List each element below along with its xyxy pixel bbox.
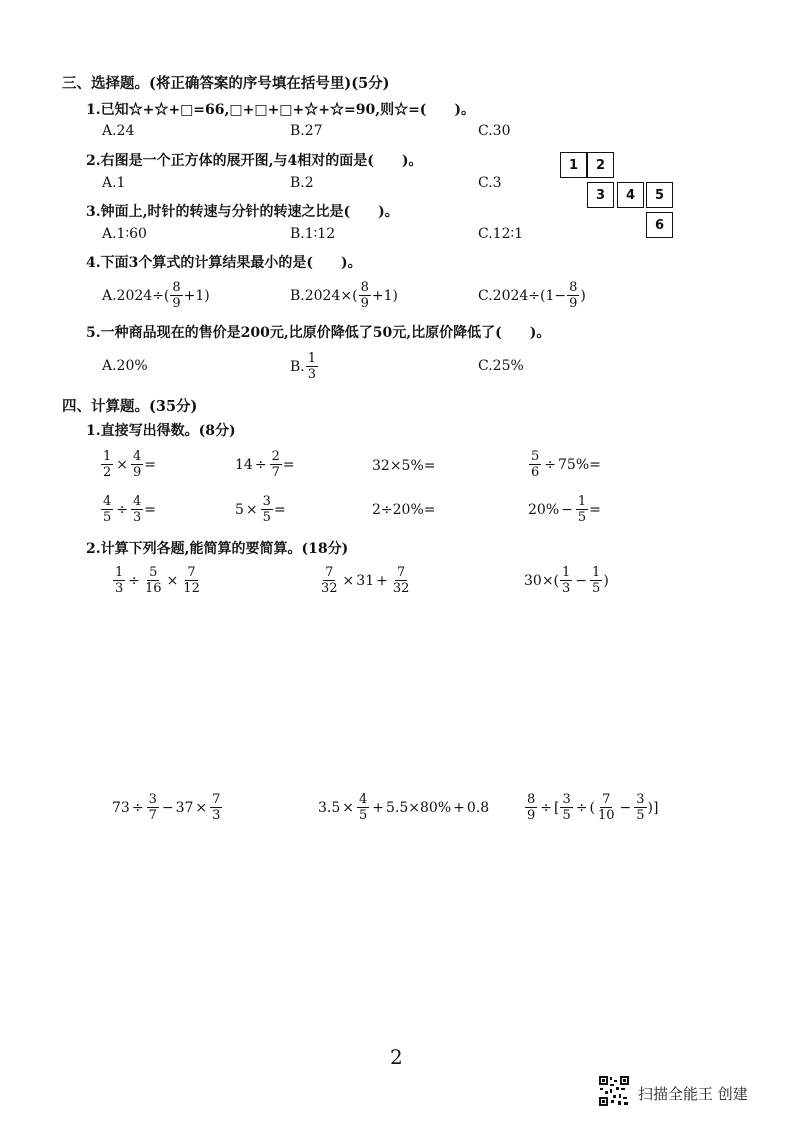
q1-option-c: C.30 xyxy=(478,123,511,139)
qr-code-icon xyxy=(598,1075,630,1107)
q4-stem: 4.下面3个算式的计算结果最小的是( )。 xyxy=(86,255,362,271)
net-cell: 1 xyxy=(560,152,587,178)
net-cell: 3 xyxy=(587,182,614,208)
q2-option-a: A.1 xyxy=(102,175,126,191)
direct-calc-item: 32×5% = xyxy=(372,458,436,474)
direct-calc-item: 5 × $\frac{3}{5}$ = xyxy=(235,494,286,525)
q1-option-b: B.27 xyxy=(290,123,323,139)
q3-option-c: C.12∶1 xyxy=(478,226,524,242)
q2-stem: 2.右图是一个正方体的展开图,与4相对的面是( )。 xyxy=(86,153,423,169)
q2-option-b: B.2 xyxy=(290,175,314,191)
section-title-choice: 三、选择题。(将正确答案的序号填在括号里)(5分) xyxy=(62,75,390,92)
calc-part1-title: 1.直接写出得数。(8分) xyxy=(86,423,236,439)
q3-stem: 3.钟面上,时针的转速与分针的转速之比是( )。 xyxy=(86,204,399,220)
q2-option-c: C.3 xyxy=(478,175,502,191)
simplify-calc-item: 3.5 × $\frac{4}{5}$ + 5.5×80% + 0.8 xyxy=(318,792,490,823)
q3-option-a: A.1∶60 xyxy=(102,226,147,242)
q4-option-b: B.2024×( 8 9 +1) xyxy=(290,280,398,311)
direct-calc-item: $\frac{4}{5}$ ÷ $\frac{4}{3}$ = xyxy=(103,494,157,525)
q1-stem: 1.已知☆+☆+□=66,□+□+□+☆+☆=90,则☆=( )。 xyxy=(86,102,476,118)
direct-calc-item: $\frac{5}{6}$ ÷ 75% = xyxy=(531,449,601,480)
simplify-calc-item: 73 ÷ $\frac{3}{7}$ − 37 × $\frac{7}{3}$ xyxy=(112,792,221,823)
net-cell: 5 xyxy=(646,182,673,208)
simplify-calc-item: $\frac{7}{32}$ × 31 + $\frac{7}{32}$ xyxy=(321,565,410,596)
page-number: 2 xyxy=(390,1045,403,1069)
direct-calc-item: 14 ÷ $\frac{2}{7}$ = xyxy=(235,449,295,480)
q5-option-b: B. 1 3 xyxy=(290,351,317,382)
direct-calc-item: $\frac{1}{2}$ × $\frac{4}{9}$ = xyxy=(103,449,157,480)
q5-option-c: C.25% xyxy=(478,358,524,374)
simplify-calc-item: $\frac{8}{9}$ ÷ [ $\frac{3}{5}$ ÷ ( 7 10 − $\frac{3}{5}$ )] xyxy=(527,792,659,823)
q5-option-a: A.20% xyxy=(102,358,148,374)
simplify-calc-item: 30×( 1 3 − $\frac{1}{5}$ ) xyxy=(524,565,609,596)
net-cell: 4 xyxy=(617,182,644,208)
q1-option-a: A.24 xyxy=(102,123,135,139)
q4-option-c: C.2024÷(1− $\frac{8}{9}$ ) xyxy=(478,280,586,311)
footer-scanner-credit: 扫描全能王 创建 xyxy=(638,1085,748,1103)
net-cell: 2 xyxy=(587,152,614,178)
q4-option-a: A.2024÷( 8 9 +1) xyxy=(102,280,210,311)
net-cell: 6 xyxy=(646,212,673,238)
q3-option-b: B.1∶12 xyxy=(290,226,336,242)
simplify-calc-item: $\frac{1}{3}$ ÷ $\frac{5}{16}$ × $\frac{7}{12}$ xyxy=(115,565,200,596)
section-title-calc: 四、计算题。(35分) xyxy=(62,398,198,415)
direct-calc-item: 2÷20% = xyxy=(372,502,436,518)
q5-stem: 5.一种商品现在的售价是200元,比原价降低了50元,比原价降低了( )。 xyxy=(86,325,551,341)
calc-part2-title: 2.计算下列各题,能简算的要简算。(18分) xyxy=(86,541,349,557)
direct-calc-item: 20% − $\frac{1}{5}$ = xyxy=(528,494,601,525)
